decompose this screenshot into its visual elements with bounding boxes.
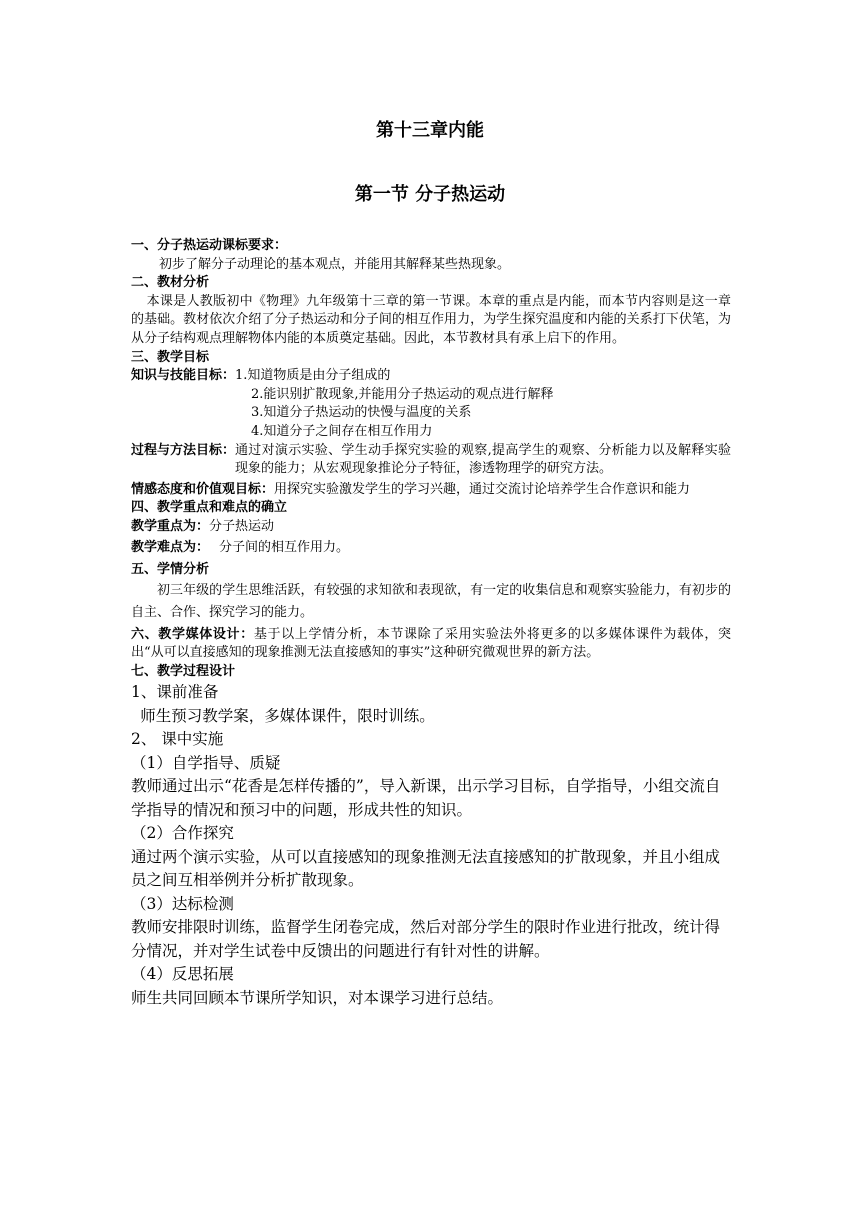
section-heading-7: 七、教学过程设计 <box>131 663 236 679</box>
section-heading-6: 六、教学媒体设计： <box>131 626 254 642</box>
textbook-analysis: 本课是人教版初中《物理》九年级第十三章的第一节课。本章的重点是内能，而本节内容则是这一章的基础。教材依次介绍了分子热运动和分子间的相互作用力，为学生探究温度和内能的关系打下伏笔，为从分子结构观点理解物体内能的本质奠定基础。因此，本节教材具有承上启下的作用。 <box>131 293 731 346</box>
sub-step-4-text: 师生共同回顾本节课所学知识，对本课学习进行总结。 <box>131 988 504 1007</box>
sub-step-1-text: 教师通过出示“花香是怎样传播的”，导入新课，出示学习目标，自学指导，小组交流自学指导的情况和预习中的问题，形成共性的知识。 <box>131 777 721 819</box>
step-2-title: 2、 课中实施 <box>131 730 224 749</box>
chapter-title: 第十三章内能 <box>376 120 484 141</box>
section-heading-3: 三、教学目标 <box>131 349 210 365</box>
sub-step-1-title: （1）自学指导、质疑 <box>131 753 281 772</box>
knowledge-item-2: 2.能识别扩散现象,并能用分子热运动的观点进行解释 <box>251 386 554 402</box>
section-heading-5: 五、学情分析 <box>131 562 210 578</box>
sub-step-2-title: （2）合作探究 <box>131 824 234 843</box>
process-goal-text: 通过对演示实验、学生动手探究实验的观察,提高学生的观察、分析能力以及解释实验现象的能力；从宏观现象推论分子特征，渗透物理学的研究方法。 <box>235 442 731 477</box>
section-title: 第一节 分子热运动 <box>354 184 506 205</box>
step-1-text: 师生预习教学案，多媒体课件，限时训练。 <box>140 706 435 725</box>
step-1-title: 1、课前准备 <box>131 683 219 702</box>
media-design-text: 基于以上学情分析，本节课除了采用实验法外将更多的以多媒体课件为载体，突出“从可以直接感知的现象推测无法直接感知的事实”这种研究微观世界的新方法。 <box>131 626 731 661</box>
section-heading-4: 四、教学重点和难点的确立 <box>131 500 288 516</box>
key-point-label: 教学重点为： <box>131 518 210 534</box>
media-design <box>131 626 731 663</box>
emotion-goal-text: 用探究实验激发学生的学习兴趣，通过交流讨论培养学生合作意识和能力 <box>274 481 691 497</box>
process-goal <box>131 442 731 479</box>
sub-step-3-text: 教师安排限时训练，监督学生闭卷完成，然后对部分学生的限时作业进行批改，统计得分情况，并对学生试卷中反馈出的问题进行有针对性的讲解。 <box>131 918 721 960</box>
difficult-point <box>131 539 731 558</box>
knowledge-goal <box>131 367 731 386</box>
emotion-goal <box>131 481 731 500</box>
curriculum-requirement: 初步了解分子动理论的基本观点，并能用其解释某些热现象。 <box>159 256 511 272</box>
document-body <box>131 237 731 1010</box>
section-heading-2: 二、教材分析 <box>131 275 210 291</box>
difficult-point-label: 教学难点为： <box>131 539 210 555</box>
knowledge-item-3: 3.知道分子热运动的快慢与温度的关系 <box>251 405 472 421</box>
emotion-goal-label: 情感态度和价值观目标： <box>131 481 275 497</box>
key-point <box>131 518 731 537</box>
sub-step-2-text: 通过两个演示实验，从可以直接感知的现象推测无法直接感知的扩散现象，并且小组成员之间互相举例并分析扩散现象。 <box>131 847 721 890</box>
sub-step-4-title: （4）反思拓展 <box>131 965 234 984</box>
difficult-point-text: 分子间的相互作用力。 <box>219 539 350 555</box>
process-goal-label: 过程与方法目标： <box>131 442 236 458</box>
key-point-text: 分子热运动 <box>209 518 275 534</box>
knowledge-goal-label: 知识与技能目标： <box>131 368 236 384</box>
sub-step-3-title: （3）达标检测 <box>131 894 234 913</box>
section-heading-1: 一、分子热运动课标要求： <box>131 238 288 253</box>
student-analysis: 初三年级的学生思维活跃，有较强的求知欲和表现欲，有一定的收集信息和观察实验能力，有初步的自主、合作、探究学习的能力。 <box>131 582 731 620</box>
knowledge-item-1: 1.知道物质是由分子组成的 <box>235 368 391 384</box>
knowledge-item-4: 4.知道分子之间存在相互作用力 <box>251 423 433 439</box>
